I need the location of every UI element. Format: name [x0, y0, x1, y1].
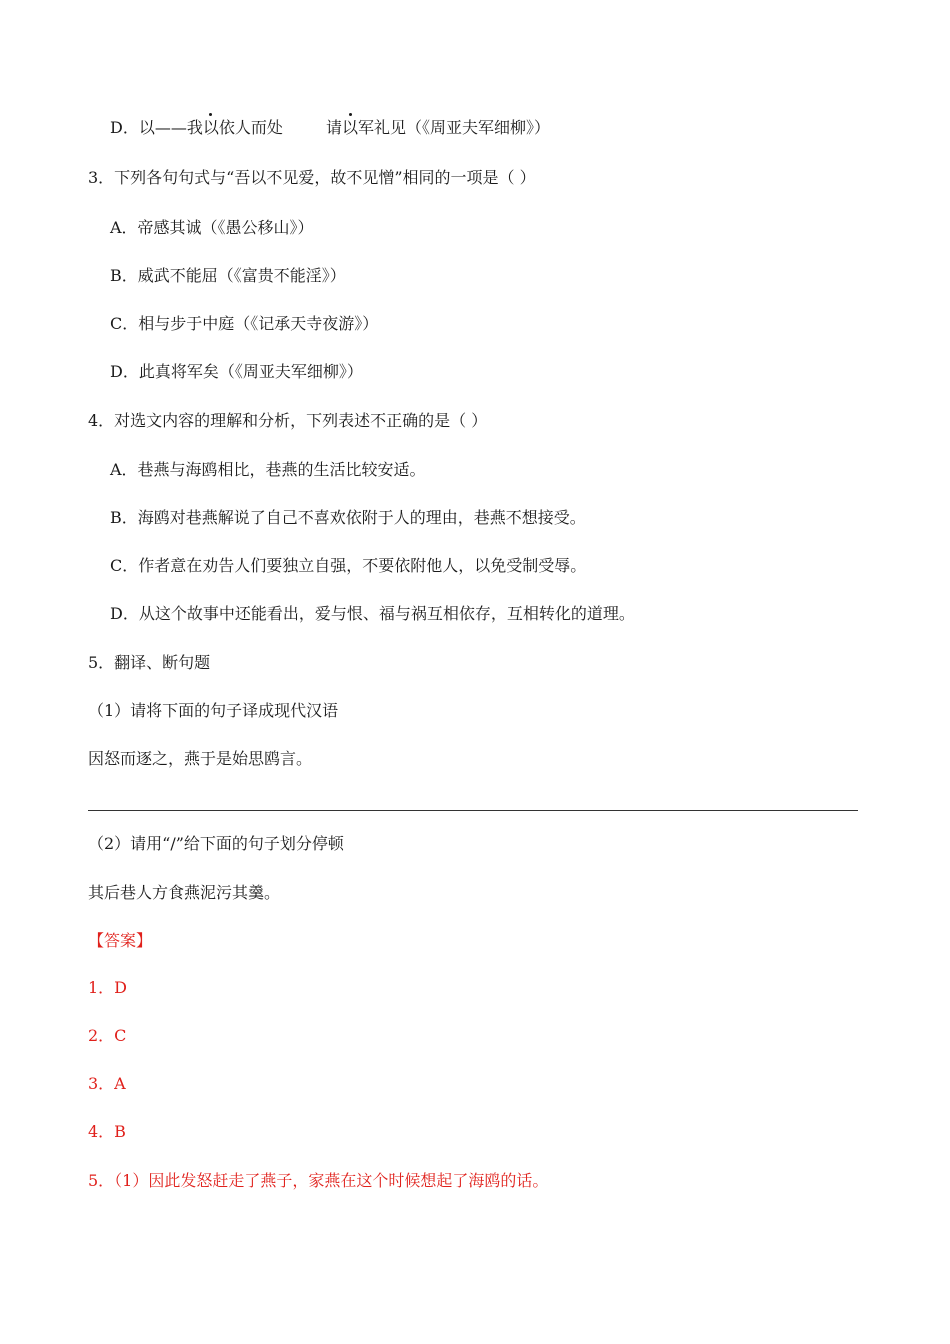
q5-sub1-label: （1）请将下面的句子译成现代汉语: [88, 701, 339, 720]
q2-option-d-second-suffix: 军礼见（《周亚夫军细柳》）: [358, 118, 551, 137]
q2-option-d-emphasis-1: 以: [202, 118, 219, 137]
q2-option-d-emphasis-2: 以: [342, 118, 359, 137]
answer-item-4: 4．B: [88, 1122, 126, 1141]
q5-stem: 5．翻译、断句题: [88, 653, 211, 672]
q5-sub1-text: 因怒而逐之，燕于是始思鸥言。: [88, 749, 313, 768]
answers-heading: 【答案】: [88, 931, 153, 950]
q4-option-a: A．巷燕与海鸥相比，巷燕的生活比较安适。: [110, 460, 426, 479]
answer-line: [88, 810, 858, 811]
q2-option-d-second-prefix: 请: [326, 118, 343, 137]
q2-option-d: [110, 118, 283, 138]
q3-option-b: B．威武不能屈（《富贵不能淫》）: [110, 266, 346, 285]
q3-option-a: A．帝感其诚（《愚公移山》）: [110, 218, 314, 237]
answer-item-3: 3．A: [88, 1074, 126, 1093]
q3-option-d: D．此真将军矣（《周亚夫军细柳》）: [110, 362, 363, 381]
q4-option-d: D．从这个故事中还能看出，爱与恨、福与祸互相依存，互相转化的道理。: [110, 604, 635, 623]
q4-option-c: C．作者意在劝告人们要独立自强，不要依附他人，以免受制受辱。: [110, 556, 587, 575]
q2-option-d-mid: 依人而处: [218, 118, 283, 137]
q3-option-c: C．相与步于中庭（《记承天寺夜游》）: [110, 314, 379, 333]
q5-sub2-label: （2）请用“/”给下面的句子划分停顿: [88, 834, 344, 853]
q3-stem: 3．下列各句句式与“吾以不见爱，故不见憎”相同的一项是（ ）: [88, 168, 536, 187]
q2-option-d-second: [326, 118, 550, 138]
answer-item-2: 2．C: [88, 1026, 127, 1045]
q5-sub2-text: 其后巷人方食燕泥污其羹。: [88, 883, 281, 902]
q2-option-d-prefix: D．以——我: [110, 118, 203, 137]
q4-option-b: B．海鸥对巷燕解说了自己不喜欢依附于人的理由，巷燕不想接受。: [110, 508, 586, 527]
answer-item-5: 5．（1）因此发怒赶走了燕子，家燕在这个时候想起了海鸥的话。: [88, 1171, 549, 1190]
q4-stem: 4．对选文内容的理解和分析，下列表述不正确的是（ ）: [88, 411, 488, 430]
answer-item-1: 1．D: [88, 978, 128, 997]
